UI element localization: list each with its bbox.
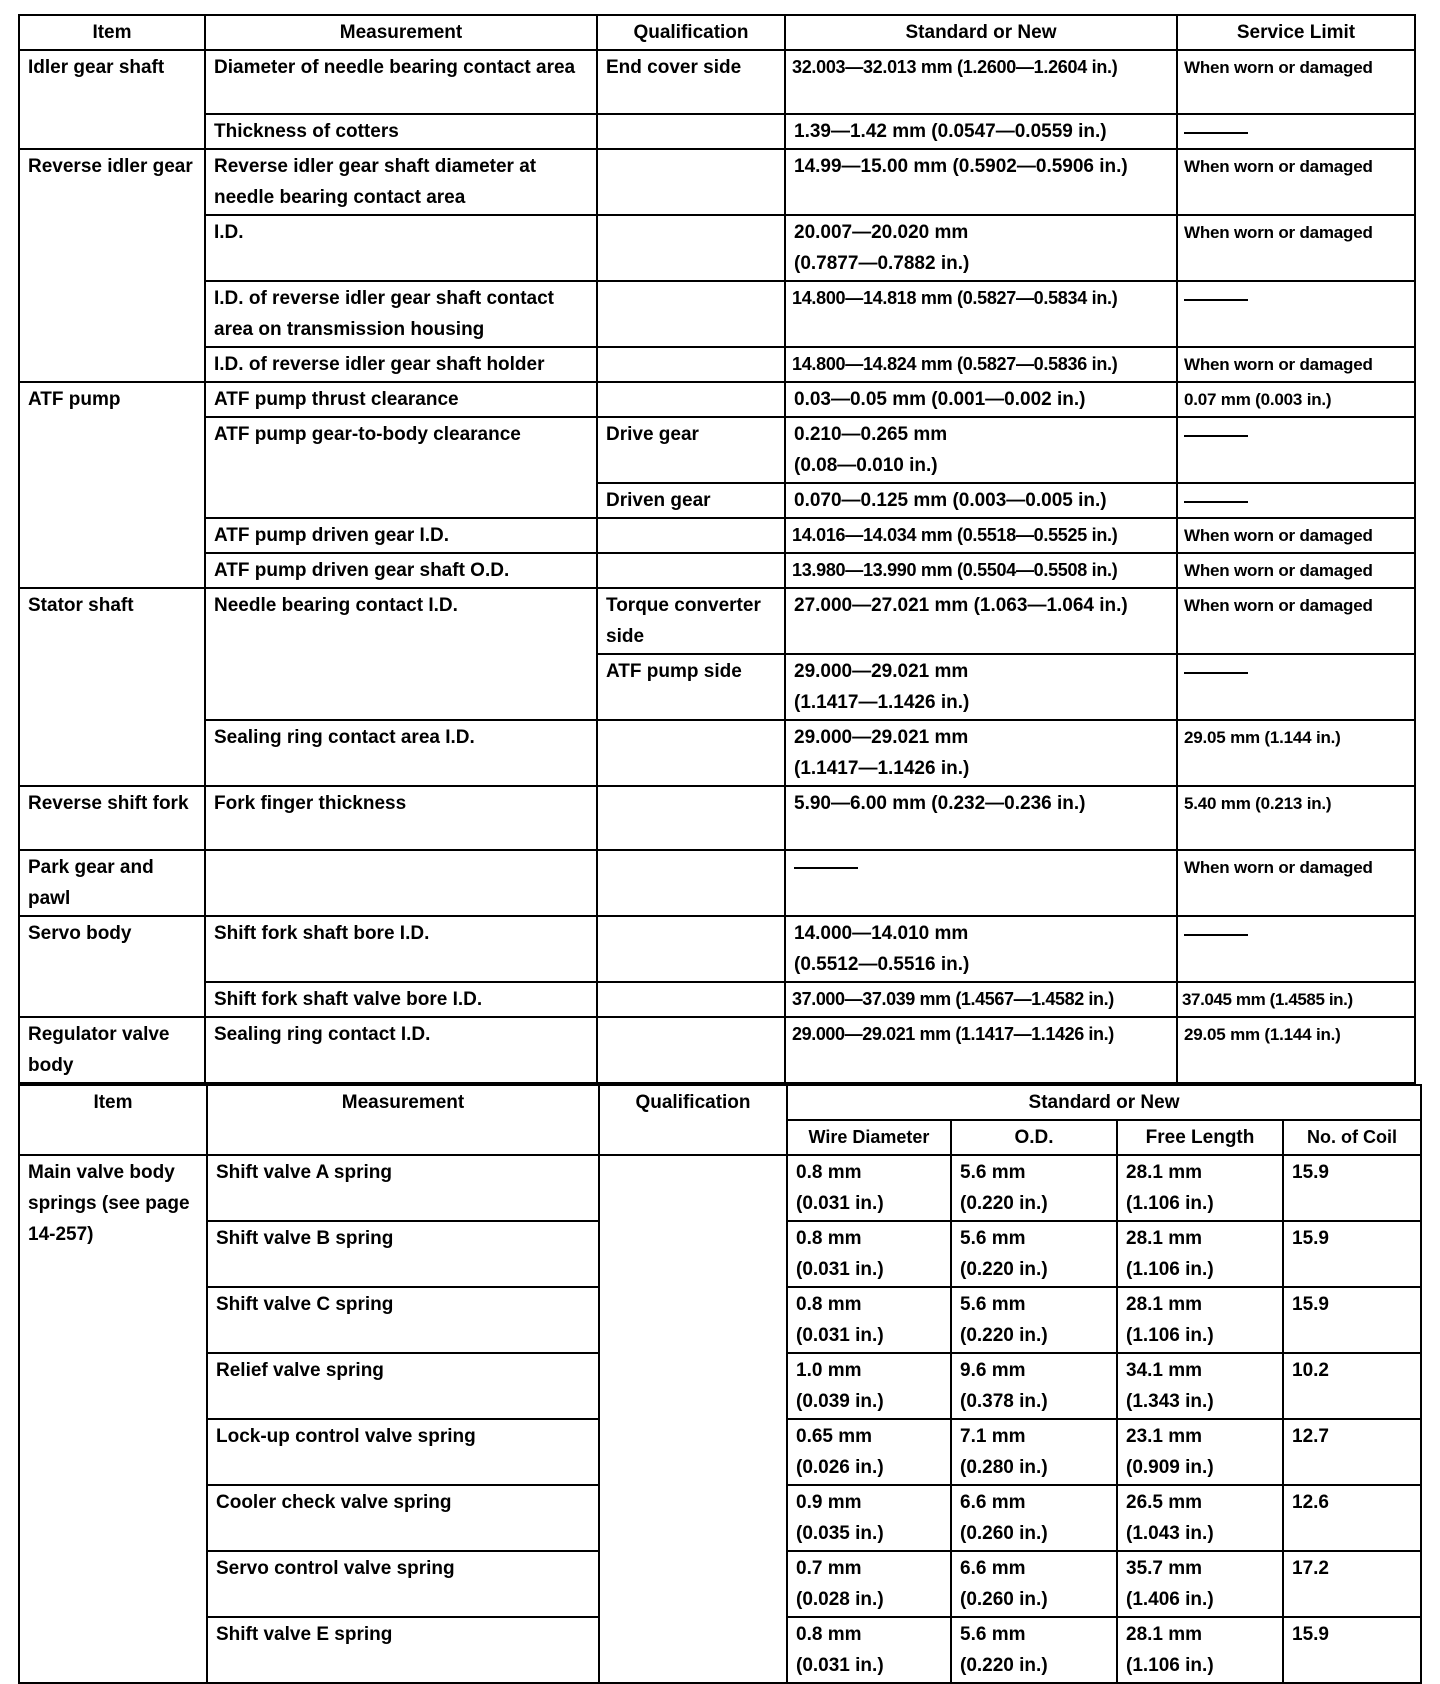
dash-mark — [1184, 132, 1248, 134]
coils-cell: 12.7 — [1283, 1419, 1421, 1485]
standard-cell: 0.03—0.05 mm (0.001—0.002 in.) — [785, 382, 1177, 417]
free-length-cell — [1117, 1287, 1283, 1353]
od-mm: 7.1 mm — [960, 1426, 1026, 1447]
standard-cell: 5.90—6.00 mm (0.232—0.236 in.) — [785, 786, 1177, 850]
header-item: Item — [19, 15, 205, 50]
length-mm: 28.1 mm — [1126, 1228, 1203, 1249]
service-limit-cell — [1177, 916, 1415, 982]
standard-mm: 14.000—14.010 mm — [794, 923, 969, 944]
measurement-cell: Shift fork shaft bore I.D. — [205, 916, 597, 982]
length-in: (1.106 in.) — [1126, 1259, 1214, 1280]
wire-mm: 0.8 mm — [796, 1162, 862, 1183]
standard-cell: 14.99—15.00 mm (0.5902—0.5906 in.) — [785, 149, 1177, 215]
springs-table — [18, 1084, 1422, 1684]
od-in: (0.260 in.) — [960, 1523, 1048, 1544]
wire-diameter-cell — [787, 1419, 951, 1485]
standard-mm: 29.000—29.021 mm — [794, 727, 969, 748]
standard-cell: 14.800—14.818 mm (0.5827—0.5834 in.) — [785, 281, 1177, 347]
dash-mark — [1184, 672, 1248, 674]
free-length-cell — [1117, 1551, 1283, 1617]
standard-in: (0.08—0.010 in.) — [794, 455, 938, 476]
od-mm: 6.6 mm — [960, 1558, 1026, 1579]
service-limit-cell: When worn or damaged — [1177, 347, 1415, 382]
header-measurement: Measurement — [207, 1085, 599, 1155]
spring-name-cell: Shift valve A spring — [207, 1155, 599, 1221]
qualification-cell — [597, 982, 785, 1017]
wire-mm: 1.0 mm — [796, 1360, 862, 1381]
wire-diameter-cell — [787, 1155, 951, 1221]
item-cell: ATF pump — [19, 382, 205, 588]
standard-cell: 14.800—14.824 mm (0.5827—0.5836 in.) — [785, 347, 1177, 382]
free-length-cell — [1117, 1353, 1283, 1419]
od-in: (0.280 in.) — [960, 1457, 1048, 1478]
qualification-cell — [597, 382, 785, 417]
wire-in: (0.031 in.) — [796, 1259, 884, 1280]
service-limit-cell: When worn or damaged — [1177, 553, 1415, 588]
table-row — [19, 720, 1415, 786]
standard-in: (0.7877—0.7882 in.) — [794, 253, 970, 274]
od-in: (0.260 in.) — [960, 1589, 1048, 1610]
wire-mm: 0.9 mm — [796, 1492, 862, 1513]
service-limit-cell: 29.05 mm (1.144 in.) — [1177, 1017, 1415, 1083]
table-row — [19, 1017, 1415, 1083]
length-in: (1.106 in.) — [1126, 1325, 1214, 1346]
standard-in: (0.5512—0.5516 in.) — [794, 954, 970, 975]
wire-in: (0.039 in.) — [796, 1391, 884, 1412]
measurement-cell: Fork finger thickness — [205, 786, 597, 850]
service-limit-cell: When worn or damaged — [1177, 50, 1415, 114]
length-in: (0.909 in.) — [1126, 1457, 1214, 1478]
table-row — [19, 347, 1415, 382]
spring-name-cell: Servo control valve spring — [207, 1551, 599, 1617]
service-limit-cell — [1177, 281, 1415, 347]
standard-cell: 37.000—37.039 mm (1.4567—1.4582 in.) — [785, 982, 1177, 1017]
qualification-cell — [597, 850, 785, 916]
measurement-cell — [205, 850, 597, 916]
table-header-row — [19, 1085, 1421, 1120]
standard-cell: 13.980—13.990 mm (0.5504—0.5508 in.) — [785, 553, 1177, 588]
free-length-cell — [1117, 1221, 1283, 1287]
standard-cell — [785, 850, 1177, 916]
header-standard: Standard or New — [785, 15, 1177, 50]
table-row — [19, 982, 1415, 1017]
wire-in: (0.031 in.) — [796, 1193, 884, 1214]
header-wire-diameter: Wire Diameter — [787, 1120, 951, 1155]
wire-mm: 0.8 mm — [796, 1624, 862, 1645]
header-free-length: Free Length — [1117, 1120, 1283, 1155]
measurement-cell: Thickness of cotters — [205, 114, 597, 149]
od-mm: 9.6 mm — [960, 1360, 1026, 1381]
qualification-cell — [597, 553, 785, 588]
standard-cell: 14.016—14.034 mm (0.5518—0.5525 in.) — [785, 518, 1177, 553]
length-mm: 26.5 mm — [1126, 1492, 1203, 1513]
qualification-cell: Drive gear — [597, 417, 785, 483]
standard-cell: 29.000—29.021 mm (1.1417—1.1426 in.) — [785, 1017, 1177, 1083]
service-limit-cell: 29.05 mm (1.144 in.) — [1177, 720, 1415, 786]
qualification-cell — [597, 347, 785, 382]
service-limit-cell: When worn or damaged — [1177, 850, 1415, 916]
standard-cell — [785, 417, 1177, 483]
od-cell — [951, 1617, 1117, 1683]
measurement-cell: Needle bearing contact I.D. — [205, 588, 597, 720]
od-cell — [951, 1287, 1117, 1353]
dash-mark — [1184, 501, 1248, 503]
service-limit-cell: When worn or damaged — [1177, 518, 1415, 553]
dash-mark — [1184, 435, 1248, 437]
length-in: (1.043 in.) — [1126, 1523, 1214, 1544]
wire-in: (0.026 in.) — [796, 1457, 884, 1478]
spring-name-cell: Cooler check valve spring — [207, 1485, 599, 1551]
service-limit-cell: When worn or damaged — [1177, 588, 1415, 654]
spring-name-cell: Shift valve E spring — [207, 1617, 599, 1683]
coils-cell: 15.9 — [1283, 1617, 1421, 1683]
specifications-table — [18, 14, 1416, 1084]
coils-cell: 15.9 — [1283, 1221, 1421, 1287]
header-od: O.D. — [951, 1120, 1117, 1155]
od-in: (0.378 in.) — [960, 1391, 1048, 1412]
table-row — [19, 786, 1415, 850]
item-cell: Servo body — [19, 916, 205, 1017]
wire-in: (0.031 in.) — [796, 1655, 884, 1676]
service-limit-cell: When worn or damaged — [1177, 149, 1415, 215]
table-row — [19, 850, 1415, 916]
qualification-cell — [599, 1155, 787, 1683]
wire-mm: 0.8 mm — [796, 1228, 862, 1249]
wire-diameter-cell — [787, 1485, 951, 1551]
measurement-cell: ATF pump gear-to-body clearance — [205, 417, 597, 518]
measurement-cell: I.D. of reverse idler gear shaft holder — [205, 347, 597, 382]
coils-cell: 15.9 — [1283, 1287, 1421, 1353]
service-limit-cell — [1177, 417, 1415, 483]
item-cell: Reverse idler gear — [19, 149, 205, 382]
measurement-cell: Sealing ring contact I.D. — [205, 1017, 597, 1083]
qualification-cell — [597, 916, 785, 982]
length-mm: 23.1 mm — [1126, 1426, 1203, 1447]
standard-mm: 20.007—20.020 mm — [794, 222, 969, 243]
item-cell: Park gear and pawl — [19, 850, 205, 916]
wire-diameter-cell — [787, 1353, 951, 1419]
wire-in: (0.028 in.) — [796, 1589, 884, 1610]
service-limit-cell — [1177, 483, 1415, 518]
service-limit-cell: 0.07 mm (0.003 in.) — [1177, 382, 1415, 417]
standard-cell — [785, 720, 1177, 786]
od-mm: 5.6 mm — [960, 1624, 1026, 1645]
header-measurement: Measurement — [205, 15, 597, 50]
wire-diameter-cell — [787, 1617, 951, 1683]
standard-cell: 32.003—32.013 mm (1.2600—1.2604 in.) — [785, 50, 1177, 114]
service-limit-cell: When worn or damaged — [1177, 215, 1415, 281]
table-row — [19, 382, 1415, 417]
table-row — [19, 1155, 1421, 1221]
wire-diameter-cell — [787, 1287, 951, 1353]
od-cell — [951, 1485, 1117, 1551]
header-qualification: Qualification — [597, 15, 785, 50]
length-mm: 35.7 mm — [1126, 1558, 1203, 1579]
od-in: (0.220 in.) — [960, 1325, 1048, 1346]
spring-name-cell: Shift valve B spring — [207, 1221, 599, 1287]
table-row — [19, 417, 1415, 483]
qualification-cell: Driven gear — [597, 483, 785, 518]
service-limit-cell: 37.045 mm (1.4585 in.) — [1177, 982, 1415, 1017]
qualification-cell — [597, 149, 785, 215]
standard-in: (1.1417—1.1426 in.) — [794, 758, 970, 779]
item-cell: Regulator valve body — [19, 1017, 205, 1083]
od-cell — [951, 1551, 1117, 1617]
od-in: (0.220 in.) — [960, 1193, 1048, 1214]
free-length-cell — [1117, 1419, 1283, 1485]
qualification-cell: End cover side — [597, 50, 785, 114]
length-in: (1.343 in.) — [1126, 1391, 1214, 1412]
od-cell — [951, 1353, 1117, 1419]
standard-cell — [785, 916, 1177, 982]
measurement-cell: ATF pump driven gear I.D. — [205, 518, 597, 553]
wire-diameter-cell — [787, 1551, 951, 1617]
qualification-cell — [597, 1017, 785, 1083]
measurement-cell: ATF pump thrust clearance — [205, 382, 597, 417]
item-cell: Idler gear shaft — [19, 50, 205, 149]
qualification-cell — [597, 518, 785, 553]
length-mm: 34.1 mm — [1126, 1360, 1203, 1381]
length-mm: 28.1 mm — [1126, 1294, 1203, 1315]
qualification-cell — [597, 215, 785, 281]
wire-in: (0.031 in.) — [796, 1325, 884, 1346]
qualification-cell — [597, 281, 785, 347]
item-cell: Reverse shift fork — [19, 786, 205, 850]
length-mm: 28.1 mm — [1126, 1624, 1203, 1645]
coils-cell: 17.2 — [1283, 1551, 1421, 1617]
service-limit-cell — [1177, 654, 1415, 720]
coils-cell: 10.2 — [1283, 1353, 1421, 1419]
qualification-cell — [597, 114, 785, 149]
free-length-cell — [1117, 1155, 1283, 1221]
standard-cell: 0.070—0.125 mm (0.003—0.005 in.) — [785, 483, 1177, 518]
header-item: Item — [19, 1085, 207, 1155]
qualification-cell: Torque converter side — [597, 588, 785, 654]
service-limit-cell — [1177, 114, 1415, 149]
table-row — [19, 518, 1415, 553]
measurement-cell: ATF pump driven gear shaft O.D. — [205, 553, 597, 588]
table-row — [19, 916, 1415, 982]
dash-mark — [1184, 299, 1248, 301]
spring-name-cell: Shift valve C spring — [207, 1287, 599, 1353]
length-in: (1.106 in.) — [1126, 1655, 1214, 1676]
wire-mm: 0.65 mm — [796, 1426, 873, 1447]
od-in: (0.220 in.) — [960, 1259, 1048, 1280]
table-row — [19, 281, 1415, 347]
standard-cell: 1.39—1.42 mm (0.0547—0.0559 in.) — [785, 114, 1177, 149]
table-row — [19, 553, 1415, 588]
service-limit-cell: 5.40 mm (0.213 in.) — [1177, 786, 1415, 850]
standard-in: (1.1417—1.1426 in.) — [794, 692, 970, 713]
item-cell: Main valve body springs (see page 14-257) — [19, 1155, 207, 1683]
length-mm: 28.1 mm — [1126, 1162, 1203, 1183]
header-qualification: Qualification — [599, 1085, 787, 1155]
qualification-cell — [597, 786, 785, 850]
dash-mark — [1184, 934, 1248, 936]
measurement-cell: Reverse idler gear shaft diameter at needle bearing contact area — [205, 149, 597, 215]
od-cell — [951, 1221, 1117, 1287]
standard-cell: 27.000—27.021 mm (1.063—1.064 in.) — [785, 588, 1177, 654]
od-cell — [951, 1419, 1117, 1485]
wire-mm: 0.7 mm — [796, 1558, 862, 1579]
table-header-row — [19, 15, 1415, 50]
item-cell: Stator shaft — [19, 588, 205, 786]
standard-cell — [785, 215, 1177, 281]
header-service-limit: Service Limit — [1177, 15, 1415, 50]
measurement-cell: Diameter of needle bearing contact area — [205, 50, 597, 114]
table-row — [19, 50, 1415, 114]
wire-in: (0.035 in.) — [796, 1523, 884, 1544]
measurement-cell: Sealing ring contact area I.D. — [205, 720, 597, 786]
wire-diameter-cell — [787, 1221, 951, 1287]
measurement-cell: I.D. — [205, 215, 597, 281]
standard-mm: 29.000—29.021 mm — [794, 661, 969, 682]
standard-cell — [785, 654, 1177, 720]
spring-name-cell: Lock-up control valve spring — [207, 1419, 599, 1485]
free-length-cell — [1117, 1485, 1283, 1551]
wire-mm: 0.8 mm — [796, 1294, 862, 1315]
od-in: (0.220 in.) — [960, 1655, 1048, 1676]
coils-cell: 15.9 — [1283, 1155, 1421, 1221]
table-row — [19, 588, 1415, 654]
od-mm: 5.6 mm — [960, 1228, 1026, 1249]
length-in: (1.406 in.) — [1126, 1589, 1214, 1610]
table-row — [19, 114, 1415, 149]
od-mm: 6.6 mm — [960, 1492, 1026, 1513]
spring-name-cell: Relief valve spring — [207, 1353, 599, 1419]
header-standard: Standard or New — [787, 1085, 1421, 1120]
measurement-cell: Shift fork shaft valve bore I.D. — [205, 982, 597, 1017]
dash-mark — [794, 867, 858, 869]
qualification-cell — [597, 720, 785, 786]
coils-cell: 12.6 — [1283, 1485, 1421, 1551]
length-in: (1.106 in.) — [1126, 1193, 1214, 1214]
od-cell — [951, 1155, 1117, 1221]
qualification-cell: ATF pump side — [597, 654, 785, 720]
od-mm: 5.6 mm — [960, 1162, 1026, 1183]
od-mm: 5.6 mm — [960, 1294, 1026, 1315]
free-length-cell — [1117, 1617, 1283, 1683]
table-row — [19, 215, 1415, 281]
table-row — [19, 149, 1415, 215]
header-coils: No. of Coil — [1283, 1120, 1421, 1155]
measurement-cell: I.D. of reverse idler gear shaft contact area on transmission housing — [205, 281, 597, 347]
standard-mm: 0.210—0.265 mm — [794, 424, 948, 445]
